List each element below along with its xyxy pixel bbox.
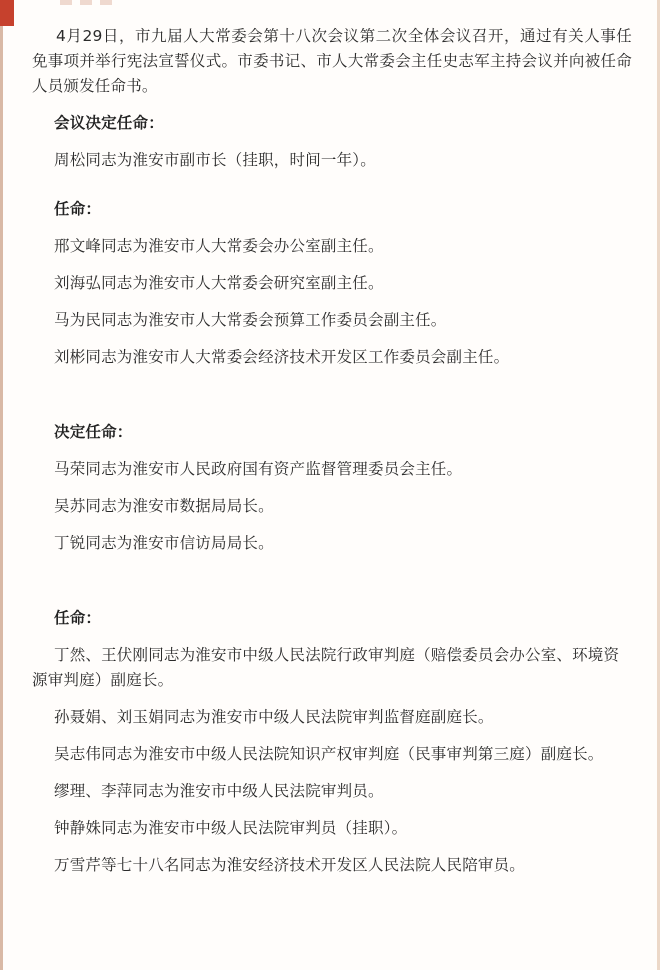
- appointment-item: 周松同志为淮安市副市长（挂职，时间一年）。: [54, 151, 376, 169]
- section-heading-decided-appoint: 决定任命：: [54, 423, 133, 441]
- appointment-item: 刘彬同志为淮安市人大常委会经济技术开发区工作委员会副主任。: [54, 348, 510, 366]
- appointment-item: 丁然、王伏刚同志为淮安市中级人民法院行政审判庭（赔偿委员会办公室、环境资源审判庭）副庭长。: [32, 646, 620, 689]
- decoration-dot: [60, 0, 72, 5]
- section-heading-court-appoint: 任命：: [54, 609, 102, 627]
- appointment-item: 万雪芹等七十八名同志为淮安经济技术开发区人民法院人民陪审员。: [54, 856, 526, 874]
- appointment-item: 马为民同志为淮安市人大常委会预算工作委员会副主任。: [54, 311, 447, 329]
- intro-paragraph: 4月29日，市九届人大常委会第十八次会议第二次全体会议召开，通过有关人事任免事项并举行宪法宣誓仪式。市委书记、市人大常委会主任史志军主持会议并向被任命人员颁发任命书。: [32, 27, 632, 95]
- section-heading-meeting-appoint: 会议决定任命：: [54, 114, 164, 132]
- appointment-item: 钟静姝同志为淮安市中级人民法院审判员（挂职）。: [54, 819, 408, 837]
- decoration-dot: [100, 0, 112, 5]
- appointment-item: 丁锐同志为淮安市信访局局长。: [54, 534, 274, 552]
- corner-accent-bar: [0, 0, 14, 26]
- appointment-item: 马荣同志为淮安市人民政府国有资产监督管理委员会主任。: [54, 460, 463, 478]
- article-body: [32, 24, 632, 878]
- appointment-item: 吴苏同志为淮安市数据局局长。: [54, 497, 274, 515]
- appointment-item: 邢文峰同志为淮安市人大常委会办公室副主任。: [54, 237, 384, 255]
- top-decoration: [60, 0, 112, 5]
- appointment-item: 缪理、李萍同志为淮安市中级人民法院审判员。: [54, 782, 384, 800]
- decoration-dot: [80, 0, 92, 5]
- appointment-item: 吴志伟同志为淮安市中级人民法院知识产权审判庭（民事审判第三庭）副庭长。: [54, 745, 604, 763]
- section-heading-appoint: 任命：: [54, 200, 102, 218]
- appointment-item: 刘海弘同志为淮安市人大常委会研究室副主任。: [54, 274, 384, 292]
- appointment-item: 孙聂娟、刘玉娟同志为淮安市中级人民法院审判监督庭副庭长。: [54, 708, 494, 726]
